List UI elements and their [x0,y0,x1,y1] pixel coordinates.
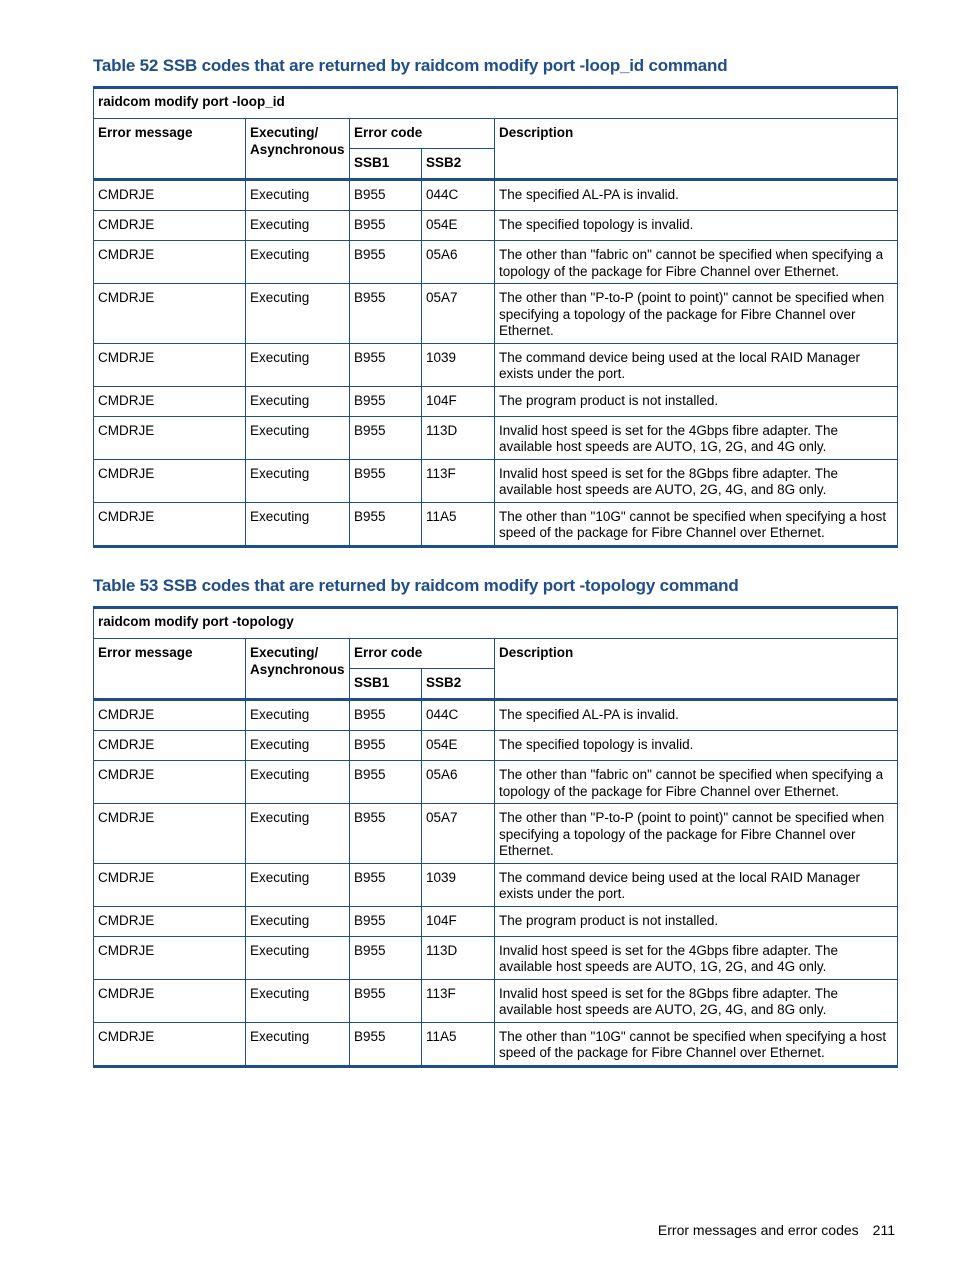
cell-description: The other than "10G" cannot be specified when specifying a host speed of the package for Fibre Channel over Ethernet. [495,1022,898,1066]
table-53-caption: Table 53 SSB codes that are returned by raidcom modify port -topology command [93,576,739,595]
cell-ssb1: B955 [350,761,422,804]
cell-ssb1: B955 [350,386,422,416]
table-row [94,343,898,386]
cell-error-message: CMDRJE [94,1022,246,1066]
header-error-code: Error code [350,639,495,669]
cell-description: The other than "P-to-P (point to point)" cannot be specified when specifying a topology of the package for Fibre Channel over Ethernet. [495,804,898,864]
cell-ssb1: B955 [350,804,422,864]
cell-error-message: CMDRJE [94,386,246,416]
cell-ssb1: B955 [350,459,422,502]
cell-ssb2: 044C [422,180,495,211]
cell-error-message: CMDRJE [94,459,246,502]
cell-executing: Executing [246,700,350,731]
cell-description: The other than "fabric on" cannot be specified when specifying a topology of the package for Fibre Channel over Ethernet. [495,241,898,284]
cell-description: The command device being used at the local RAID Manager exists under the port. [495,343,898,386]
table-row [94,761,898,804]
command-title: raidcom modify port -loop_id [94,88,898,119]
header-executing: Executing/ Asynchronous [246,639,350,700]
cell-executing: Executing [246,804,350,864]
cell-description: The command device being used at the local RAID Manager exists under the port. [495,863,898,906]
cell-ssb1: B955 [350,700,422,731]
table-row [94,284,898,344]
cell-ssb2: 05A6 [422,761,495,804]
cell-ssb2: 044C [422,700,495,731]
cell-ssb1: B955 [350,180,422,211]
command-row [94,88,898,119]
table-row [94,731,898,761]
cell-executing: Executing [246,343,350,386]
header-ssb1: SSB1 [350,149,422,180]
cell-error-message: CMDRJE [94,211,246,241]
cell-ssb2: 113D [422,936,495,979]
cell-description: The specified topology is invalid. [495,731,898,761]
table-row [94,979,898,1022]
footer-section-title: Error messages and error codes [657,1222,859,1238]
cell-error-message: CMDRJE [94,731,246,761]
cell-description: The specified topology is invalid. [495,211,898,241]
table-row [94,906,898,936]
cell-ssb2: 113F [422,979,495,1022]
cell-description: The other than "P-to-P (point to point)" cannot be specified when specifying a topology of the package for Fibre Channel over Ethernet. [495,284,898,344]
cell-ssb1: B955 [350,1022,422,1066]
cell-executing: Executing [246,979,350,1022]
page-number: 211 [872,1222,895,1238]
cell-executing: Executing [246,180,350,211]
cell-executing: Executing [246,502,350,546]
cell-ssb2: 104F [422,906,495,936]
cell-description: Invalid host speed is set for the 4Gbps fibre adapter. The available host speeds are AUTO, 1G, 2G, and 4G only. [495,416,898,459]
cell-ssb1: B955 [350,731,422,761]
header-executing: Executing/ Asynchronous [246,119,350,180]
cell-ssb2: 104F [422,386,495,416]
header-description: Description [495,119,898,180]
cell-executing: Executing [246,1022,350,1066]
cell-executing: Executing [246,863,350,906]
cell-error-message: CMDRJE [94,700,246,731]
cell-executing: Executing [246,459,350,502]
cell-ssb2: 11A5 [422,502,495,546]
cell-description: The other than "10G" cannot be specified when specifying a host speed of the package for Fibre Channel over Ethernet. [495,502,898,546]
cell-description: The program product is not installed. [495,906,898,936]
table-row [94,1022,898,1066]
cell-error-message: CMDRJE [94,804,246,864]
header-row [94,119,898,149]
cell-ssb1: B955 [350,343,422,386]
header-ssb1: SSB1 [350,669,422,700]
cell-executing: Executing [246,386,350,416]
cell-ssb2: 1039 [422,863,495,906]
cell-description: The other than "fabric on" cannot be specified when specifying a topology of the package for Fibre Channel over Ethernet. [495,761,898,804]
header-error-message: Error message [94,119,246,180]
cell-error-message: CMDRJE [94,241,246,284]
cell-ssb1: B955 [350,416,422,459]
cell-executing: Executing [246,906,350,936]
table-row [94,386,898,416]
cell-ssb2: 113F [422,459,495,502]
page-footer [658,1222,895,1238]
cell-ssb1: B955 [350,211,422,241]
header-ssb2: SSB2 [422,149,495,180]
cell-executing: Executing [246,731,350,761]
cell-ssb2: 05A7 [422,284,495,344]
table-row [94,180,898,211]
header-error-message: Error message [94,639,246,700]
table-52-caption: Table 52 SSB codes that are returned by raidcom modify port -loop_id command [93,56,728,75]
table-row [94,863,898,906]
cell-error-message: CMDRJE [94,936,246,979]
cell-executing: Executing [246,761,350,804]
cell-ssb1: B955 [350,936,422,979]
cell-executing: Executing [246,416,350,459]
table-row [94,804,898,864]
table-row [94,700,898,731]
cell-ssb2: 054E [422,731,495,761]
cell-error-message: CMDRJE [94,761,246,804]
cell-description: The program product is not installed. [495,386,898,416]
cell-ssb2: 11A5 [422,1022,495,1066]
cell-error-message: CMDRJE [94,343,246,386]
header-row [94,639,898,669]
table-row [94,502,898,546]
cell-executing: Executing [246,241,350,284]
cell-ssb2: 05A6 [422,241,495,284]
table-row [94,416,898,459]
ssb-table-loop-id [93,86,898,548]
cell-ssb2: 054E [422,211,495,241]
cell-ssb1: B955 [350,979,422,1022]
cell-error-message: CMDRJE [94,502,246,546]
cell-error-message: CMDRJE [94,180,246,211]
cell-error-message: CMDRJE [94,863,246,906]
cell-description: The specified AL-PA is invalid. [495,180,898,211]
cell-ssb1: B955 [350,241,422,284]
command-title: raidcom modify port -topology [94,608,898,639]
table-row [94,211,898,241]
cell-ssb2: 113D [422,416,495,459]
cell-description: Invalid host speed is set for the 8Gbps fibre adapter. The available host speeds are AUTO, 2G, 4G, and 8G only. [495,459,898,502]
cell-description: Invalid host speed is set for the 8Gbps fibre adapter. The available host speeds are AUTO, 2G, 4G, and 8G only. [495,979,898,1022]
ssb-table-topology [93,606,898,1068]
cell-ssb1: B955 [350,284,422,344]
cell-ssb1: B955 [350,906,422,936]
cell-executing: Executing [246,284,350,344]
cell-description: The specified AL-PA is invalid. [495,700,898,731]
cell-error-message: CMDRJE [94,906,246,936]
cell-ssb1: B955 [350,863,422,906]
cell-ssb1: B955 [350,502,422,546]
table-row [94,241,898,284]
cell-ssb2: 05A7 [422,804,495,864]
cell-description: Invalid host speed is set for the 4Gbps fibre adapter. The available host speeds are AUTO, 1G, 2G, and 4G only. [495,936,898,979]
command-row [94,608,898,639]
header-error-code: Error code [350,119,495,149]
cell-executing: Executing [246,211,350,241]
cell-ssb2: 1039 [422,343,495,386]
cell-error-message: CMDRJE [94,284,246,344]
header-ssb2: SSB2 [422,669,495,700]
header-description: Description [495,639,898,700]
cell-executing: Executing [246,936,350,979]
cell-error-message: CMDRJE [94,416,246,459]
table-row [94,459,898,502]
cell-error-message: CMDRJE [94,979,246,1022]
table-row [94,936,898,979]
